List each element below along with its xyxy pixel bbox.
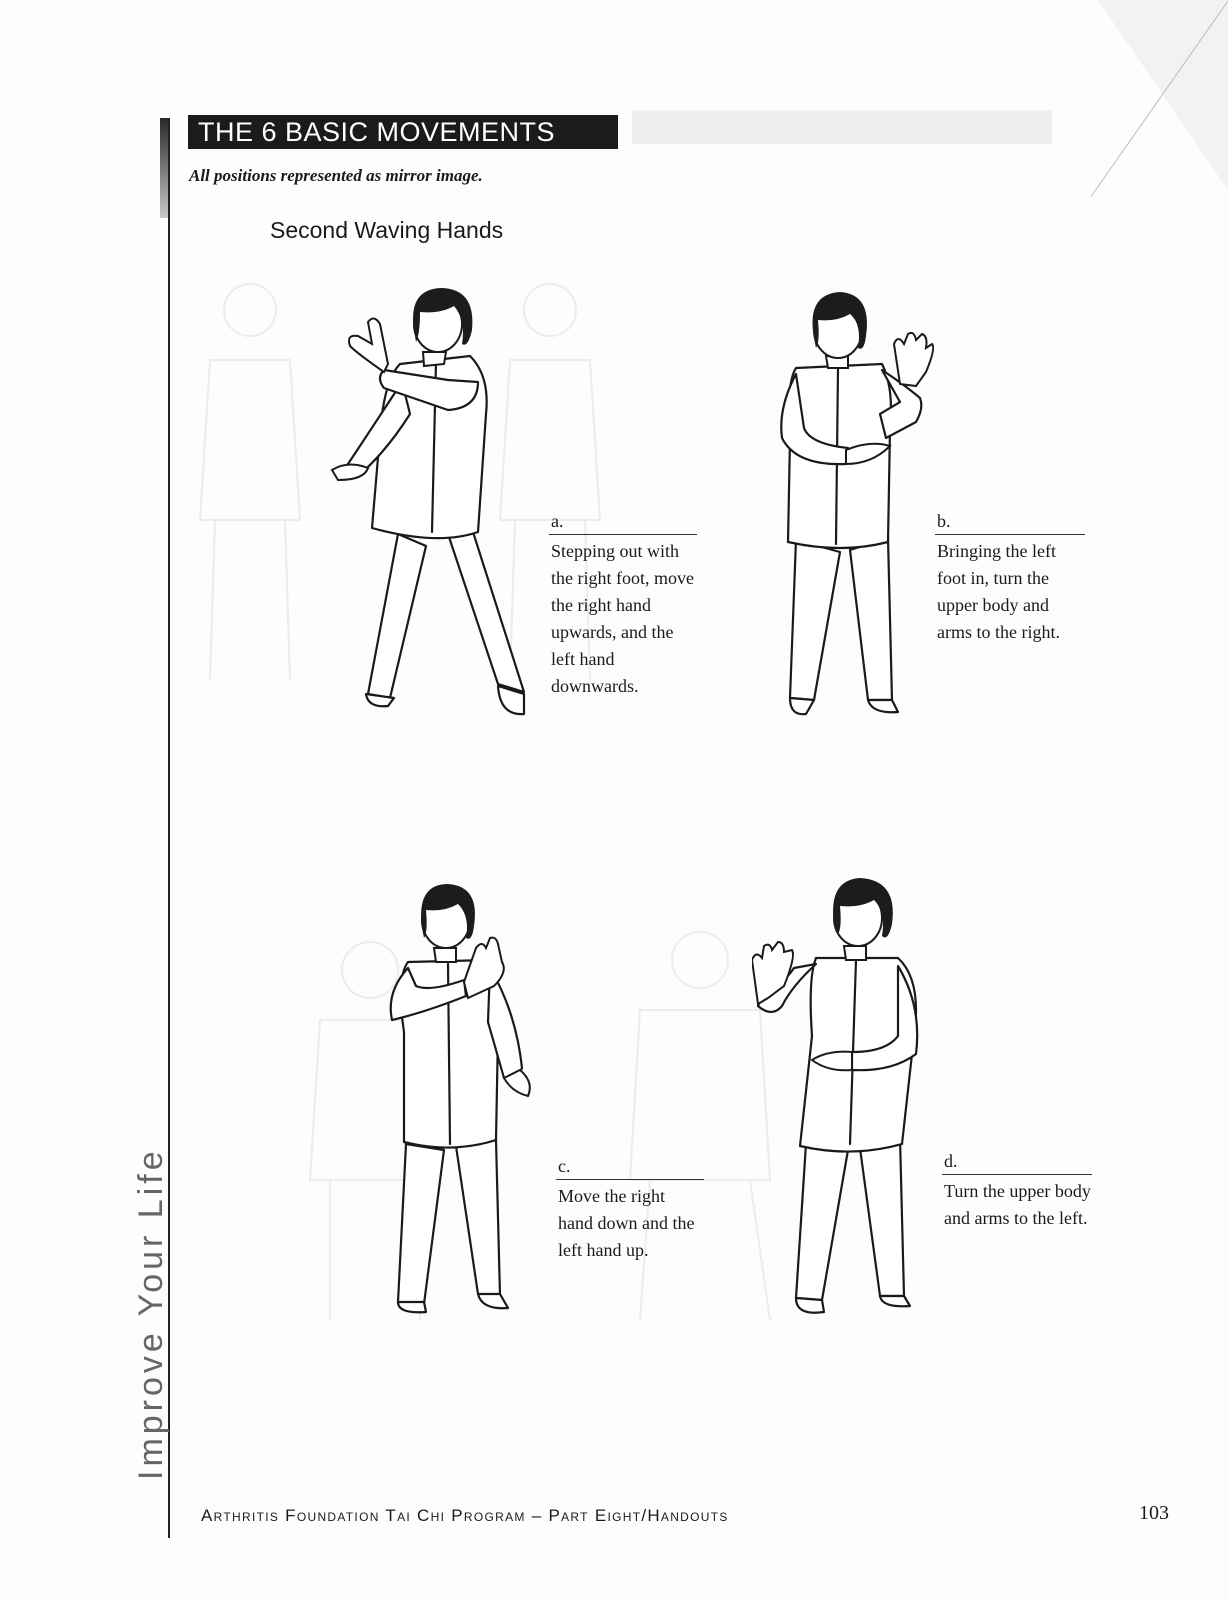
step-b-letter: b. <box>937 511 951 531</box>
step-a-letter: a. <box>551 511 564 531</box>
step-a-caption <box>551 510 697 700</box>
step-d-caption <box>944 1150 1092 1232</box>
step-c-rule <box>556 1179 704 1180</box>
step-d-rule <box>942 1174 1092 1175</box>
step-c-letter: c. <box>558 1156 571 1176</box>
bleed-through-banner <box>632 110 1052 144</box>
running-footer: Arthritis Foundation Tai Chi Program – Part Eight/Handouts <box>201 1506 729 1525</box>
step-b-text: Bringing the left foot in, turn the upper body and arms to the right. <box>937 541 1060 642</box>
figure-d-illustration <box>752 876 932 1326</box>
mirror-image-note: All positions represented as mirror image. <box>189 166 483 185</box>
step-b-rule <box>935 534 1085 535</box>
movement-title: Second Waving Hands <box>270 217 504 243</box>
figure-a-raised-hand <box>349 318 388 372</box>
section-title: THE 6 BASIC MOVEMENTS <box>188 115 618 149</box>
figure-c-illustration <box>386 882 536 1322</box>
figure-a-right-leg <box>448 532 524 692</box>
step-a-rule <box>549 534 697 535</box>
side-banner-text: Improve Your Life <box>132 1147 170 1480</box>
figure-a-left-leg <box>368 534 426 698</box>
step-b-caption <box>937 510 1085 646</box>
step-d-text: Turn the upper body and arms to the left. <box>944 1181 1091 1228</box>
step-a-text: Stepping out with the right foot, move the right hand upwards, and the left hand downwards. <box>551 541 694 696</box>
step-c-text: Move the right hand down and the left hand up. <box>558 1186 695 1260</box>
figure-b-illustration <box>776 288 936 728</box>
step-c-caption <box>558 1155 704 1264</box>
figure-a-illustration <box>328 284 538 724</box>
page-number: 103 <box>1139 1502 1169 1524</box>
step-d-letter: d. <box>944 1151 958 1171</box>
